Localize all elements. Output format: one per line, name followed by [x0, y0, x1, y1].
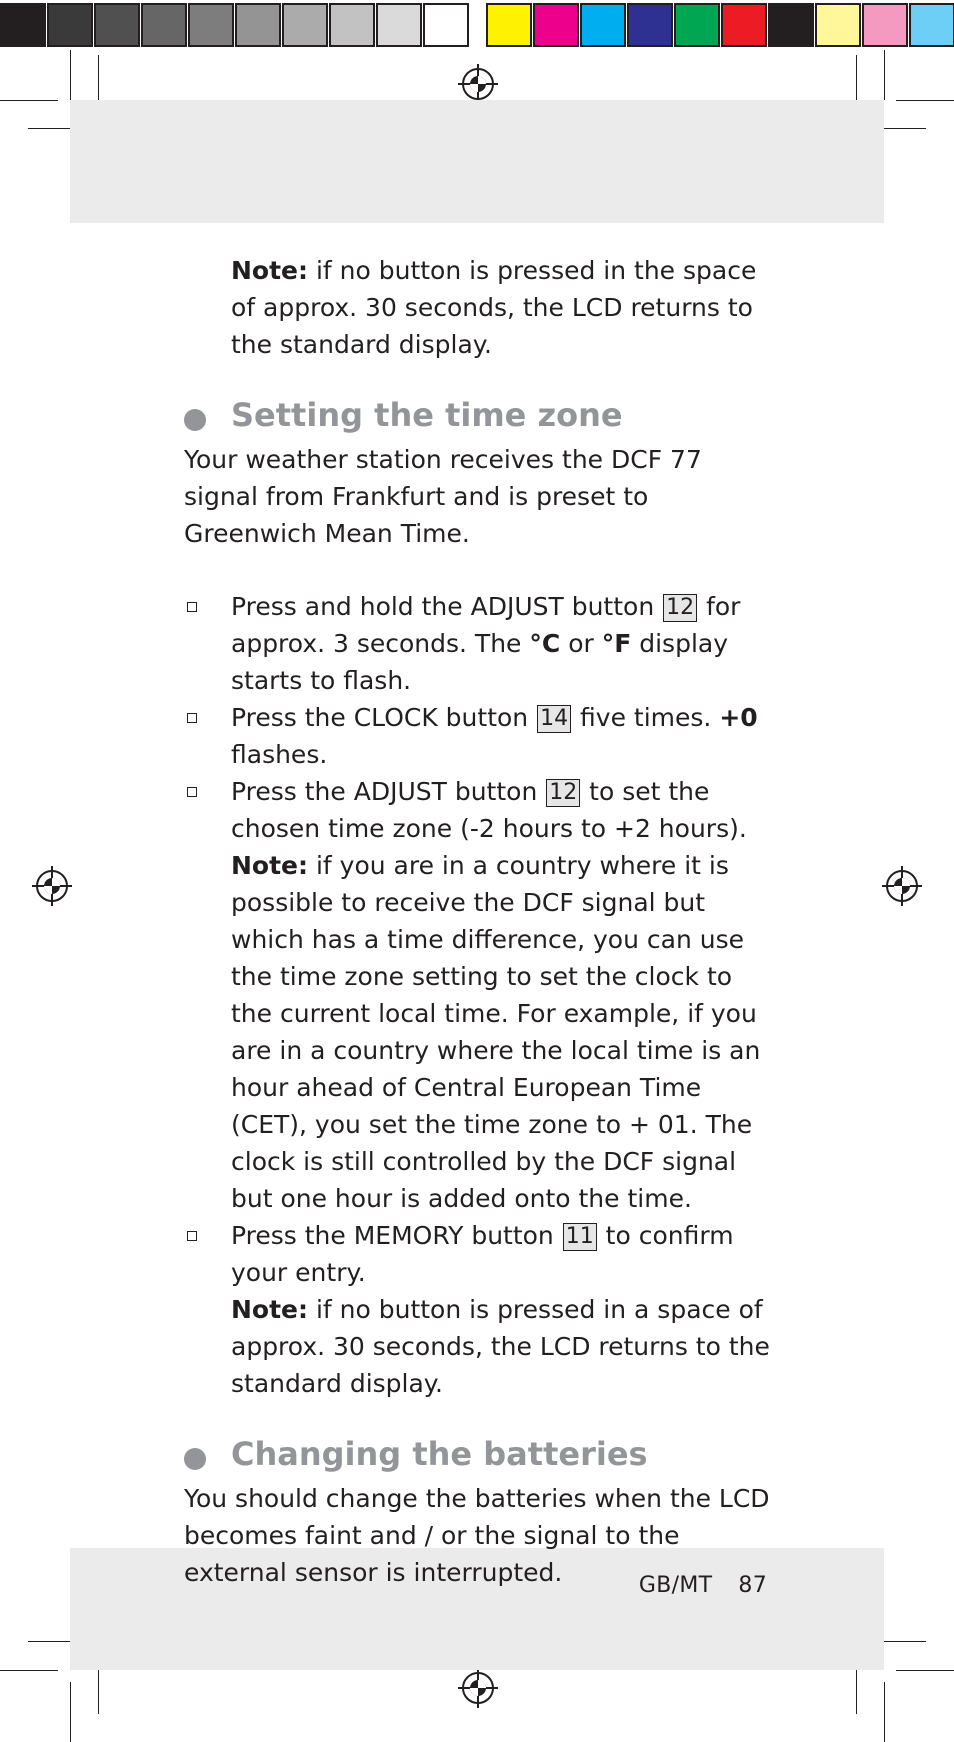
crop-mark	[884, 1682, 885, 1742]
color-swatch	[627, 3, 673, 47]
step-note	[231, 1291, 774, 1402]
list-item	[184, 588, 774, 699]
crop-mark	[884, 50, 885, 100]
step-text: display starts to flash.	[231, 629, 729, 695]
color-swatch	[141, 3, 187, 47]
step-text: five times.	[572, 703, 720, 732]
crop-mark	[0, 1670, 58, 1671]
crop-mark	[0, 100, 58, 101]
reference-number: 11	[563, 1223, 597, 1251]
note-text: if you are in a country where it is possible to receive the DCF signal but which has a time difference, you can use the time zone setting to set the clock to the current local time. For example, if you are in a country where the local time is an hour ahead of Central European Time (CET), you set the time zone to + 01. The clock is still controlled by the DCF signal but one hour is added onto the time.	[231, 851, 761, 1213]
color-swatch	[423, 3, 469, 47]
section-heading-time-zone	[184, 397, 774, 441]
checkbox-bullet-icon	[187, 1231, 197, 1241]
batteries-paragraph: You should change the batteries when the LCD becomes faint and / or the signal to the external sensor is interrupted.	[184, 1484, 770, 1587]
color-swatch	[768, 3, 814, 47]
color-swatch	[533, 3, 579, 47]
list-item	[184, 1217, 774, 1402]
step-text: Press the CLOCK button	[231, 703, 537, 732]
checkbox-bullet-icon	[187, 713, 197, 723]
color-swatch	[815, 3, 861, 47]
color-swatch	[0, 3, 46, 47]
section-heading-batteries	[184, 1436, 774, 1480]
registration-mark-icon	[882, 866, 922, 906]
step-text: to set the chosen time zone (-2 hours to +2 hours).	[231, 777, 747, 843]
color-swatch	[909, 3, 954, 47]
note-label: Note:	[231, 851, 309, 880]
display-symbol: +0	[719, 703, 758, 732]
step-text: to confirm your entry.	[231, 1221, 734, 1287]
crop-mark	[70, 1682, 71, 1742]
section-heading-text: Setting the time zone	[231, 396, 623, 434]
step-text: flashes.	[231, 740, 328, 769]
reference-number: 14	[537, 705, 571, 733]
step-text: Press and hold the ADJUST button	[231, 592, 663, 621]
color-swatch	[94, 3, 140, 47]
color-swatch	[862, 3, 908, 47]
reference-number: 12	[663, 594, 697, 622]
color-swatch	[486, 3, 532, 47]
color-swatch	[376, 3, 422, 47]
color-calibration-strip	[0, 0, 954, 50]
color-swatch	[282, 3, 328, 47]
registration-mark-icon	[458, 64, 498, 104]
bullet-dot-icon	[184, 1448, 206, 1470]
color-swatch	[580, 3, 626, 47]
color-swatch	[235, 3, 281, 47]
time-zone-intro: Your weather station receives the DCF 77 signal from Frankfurt and is preset to Greenwich Mean Time.	[184, 445, 702, 548]
color-swatch	[188, 3, 234, 47]
page-content	[184, 252, 774, 1591]
reference-number: 12	[546, 779, 580, 807]
bullet-dot-icon	[184, 409, 206, 431]
note-label: Note:	[231, 256, 309, 285]
step-text: Press the ADJUST button	[231, 777, 546, 806]
crop-mark	[896, 1670, 954, 1671]
display-symbol: °C	[529, 629, 561, 658]
color-swatch	[329, 3, 375, 47]
step-text: Press the MEMORY button	[231, 1221, 562, 1250]
color-swatch	[47, 3, 93, 47]
color-swatch	[721, 3, 767, 47]
time-zone-steps	[184, 588, 774, 1402]
header-band	[70, 100, 884, 223]
list-item	[184, 773, 774, 1217]
note-paragraph	[231, 252, 774, 363]
registration-mark-icon	[458, 1668, 498, 1708]
crop-mark	[70, 50, 71, 100]
checkbox-bullet-icon	[187, 787, 197, 797]
note-text: if no button is pressed in a space of approx. 30 seconds, the LCD returns to the standard display.	[231, 1295, 770, 1398]
section-heading-text: Changing the batteries	[231, 1435, 648, 1473]
checkbox-bullet-icon	[187, 602, 197, 612]
color-swatch	[674, 3, 720, 47]
note-label: Note:	[231, 1295, 309, 1324]
list-item	[184, 699, 774, 773]
note-text: if no button is pressed in the space of approx. 30 seconds, the LCD returns to the standard display.	[231, 256, 757, 359]
step-note	[231, 847, 774, 1217]
page-number: 87	[738, 1573, 767, 1598]
display-symbol: °F	[601, 629, 632, 658]
step-text: for approx. 3 seconds. The	[231, 592, 741, 658]
step-text: or	[560, 629, 602, 658]
registration-mark-icon	[32, 866, 72, 906]
footer-locale: GB/MT	[638, 1573, 713, 1598]
crop-mark	[896, 100, 954, 101]
